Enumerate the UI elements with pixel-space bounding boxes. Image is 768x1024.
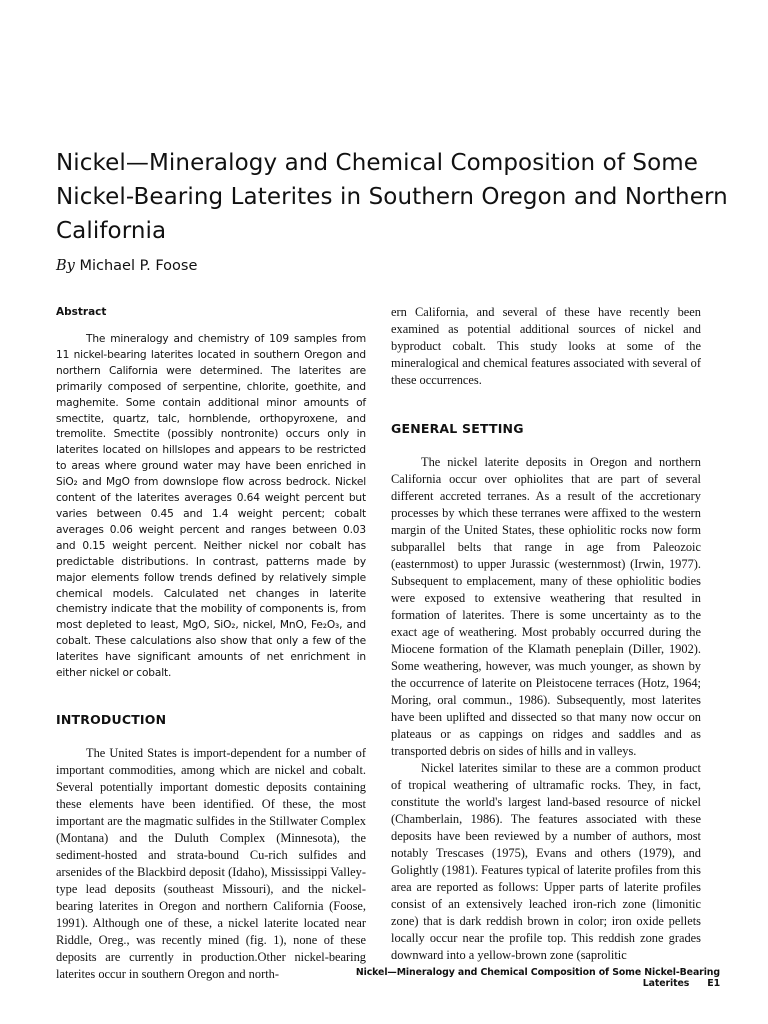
running-title: Nickel—Mineralogy and Chemical Composition of Some Nickel-Bearing Laterites (355, 967, 720, 989)
introduction-continuation: ern California, and several of these have recently been examined as potential additional sources of nickel and byproduct cobalt. This study looks at some of the mineralogical and chemical features associated with several of these occurrences. (391, 305, 701, 387)
left-column (56, 302, 366, 983)
general-setting-paragraph-1: The nickel laterite deposits in Oregon and northern California occur over ophiolites that are part of several different accreted terranes. As a result of the accretionary processes by which these terranes were affixed to the western margin of the United States, these ophiolitic rocks now form subparallel belts that range in age from Paleozoic (easternmost) to upper Jurassic (westernmost) (Irwin, 1977). Subsequent to emplacement, many of these ophiolitic bodies were exposed to extensive weathering that resulted in formation of laterites. There is some uncertainty as to the exact age of weathering. Most probably occurred during the Miocene formation of the Klamath peneplain (Diller, 1902). Some weathering, however, was much younger, as shown by the occurrence of laterite on Pleistocene terraces (Hotz, 1964; Moring, oral commun., 1986). Subsequently, most laterites have been uplifted and dissected so that many now occur on plateaus or as cappings on ridges and saddles and as transported debris on sides of hills and in valleys. (391, 455, 701, 758)
page-footer (290, 967, 720, 989)
byline-prefix: By (56, 258, 75, 274)
general-setting-paragraph-2: Nickel laterites similar to these are a common product of tropical weathering of ultramafic rocks. They, in fact, constitute the world's largest land-based resource of nickel (Chamberlain, 1986). The features associated with these deposits have been reviewed by a number of authors, most notably Trescases (1975), Evans and others (1979), and Golightly (1981). Features typical of laterite profiles from this area are reported as follows: Upper parts of laterite profiles consist of an extensively leached iron-rich zone (limonitic zone) that is dark reddish brown in color; iron oxide pellets locally occur near the profile top. This reddish zone grades downward into a yellow-brown zone (saprolitic (391, 761, 701, 962)
abstract-text: The mineralogy and chemistry of 109 samples from 11 nickel-bearing laterites located in southern Oregon and northern California were determined. The laterites are primarily composed of serpentine, chlorite, goethite, and maghemite. Some contain additional minor amounts of smectite, quartz, talc, hornblende, orthopyroxene, and tremolite. Smectite (possibly nontronite) occurs only in laterites located on hillslopes and appears to be restricted to areas where ground water may have been enriched in SiO₂ and MgO from downslope flow across bedrock. Nickel content of the laterites averages 0.64 weight percent but varies between 0.45 and 1.4 weight percent; cobalt averages 0.06 weight percent and ranges between 0.03 and 0.15 weight percent. Neither nickel nor cobalt has predictable distributions. In contrast, patterns made by major elements follow trends defined by relatively simple chemical models. Calculated net changes in laterite chemistry indicate that the mobility of components is, from most depleted to least, MgO, SiO₂, nickel, MnO, Fe₂O₃, and cobalt. These calculations also show that only a few of the laterites have significant amounts of net enrichment in either nickel or cobalt. (56, 333, 366, 680)
byline (56, 258, 197, 274)
right-column (391, 302, 701, 964)
abstract-heading: Abstract (56, 306, 107, 318)
introduction-heading: INTRODUCTION (56, 711, 167, 727)
general-setting-heading: GENERAL SETTING (391, 421, 524, 436)
page-number: E1 (707, 978, 720, 989)
article-title: Nickel—Mineralogy and Chemical Composition of Some Nickel-Bearing Laterites in Southern Oregon and Northern California (56, 150, 728, 244)
author-name: Michael P. Foose (79, 258, 198, 274)
introduction-paragraph: The United States is import-dependent for a number of important commodities, among which are nickel and cobalt. Several potentially important domestic deposits containing these elements have been identified. Of these, the most important are the magmatic sulfides in the Stillwater Complex (Montana) and the Duluth Complex (Minnesota), the sediment-hosted and strata-bound Cu-rich sulfides and arsenides of the Blackbird deposit (Idaho), Mississippi Valley-type lead deposits (southeast Missouri), and the nickel-bearing laterites in Oregon and northern California (Foose, 1991). Although one of these, a nickel laterite located near Riddle, Oreg., was recently mined (fig. 1), none of these deposits are currently in production.Other nickel-bearing laterites occur in southern Oregon and north- (56, 745, 366, 981)
